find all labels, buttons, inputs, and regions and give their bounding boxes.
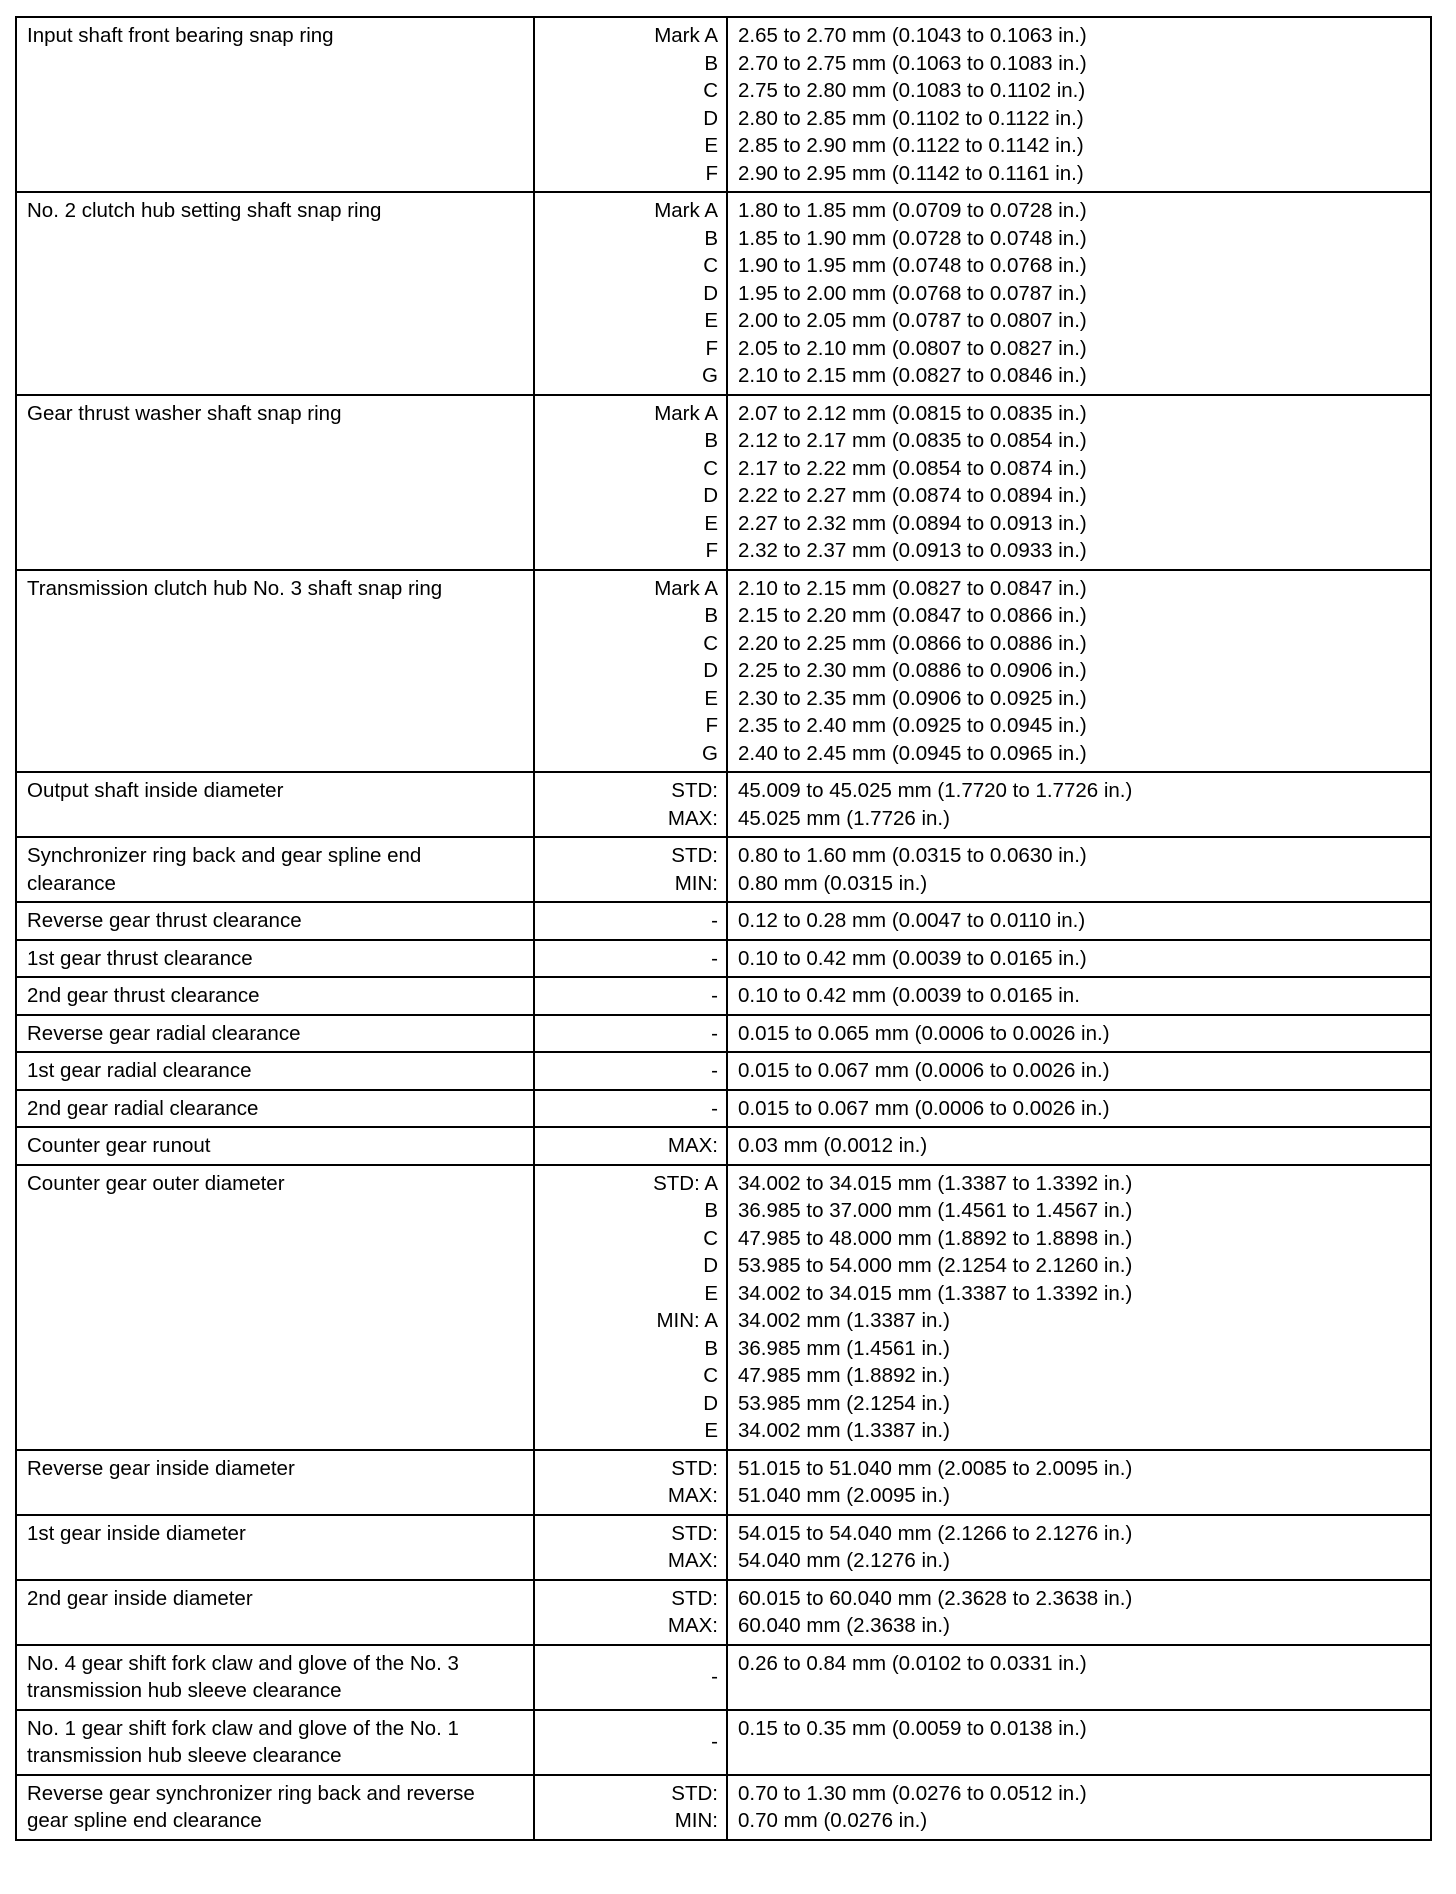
- mark-label: Mark A: [654, 199, 718, 222]
- mark-label: C: [703, 79, 718, 102]
- spec-value: 2.00 to 2.05 mm (0.0787 to 0.0807 in.): [738, 309, 1087, 332]
- item-description-cell: [16, 977, 534, 1015]
- table-row: [16, 1015, 1431, 1053]
- item-description: clearance: [27, 871, 116, 895]
- spec-value-cell: [727, 977, 1431, 1015]
- mark-label: C: [703, 1226, 718, 1250]
- spec-value-cell: [727, 570, 1431, 773]
- spec-value: 2.25 to 2.30 mm (0.0886 to 0.0906 in.): [738, 659, 1087, 682]
- mark-label: F: [705, 714, 718, 737]
- spec-value: 1.95 to 2.00 mm (0.0768 to 0.0787 in.): [738, 281, 1087, 305]
- spec-value: 0.70 to 1.30 mm (0.0276 to 0.0512 in.): [738, 1781, 1087, 1805]
- spec-value-cell: [727, 1515, 1431, 1580]
- table-row: [16, 940, 1431, 978]
- spec-value-cell: [727, 902, 1431, 940]
- mark-label: D: [703, 1254, 718, 1277]
- mark-cell: [534, 977, 727, 1015]
- table-row: [16, 570, 1431, 773]
- item-description: 2nd gear thrust clearance: [27, 984, 260, 1007]
- item-description-cell: [16, 192, 534, 395]
- item-description: Gear thrust washer shaft snap ring: [27, 401, 342, 425]
- table-row: [16, 1645, 1431, 1710]
- spec-value: 2.22 to 2.27 mm (0.0874 to 0.0894 in.): [738, 484, 1087, 507]
- spec-value: 2.12 to 2.17 mm (0.0835 to 0.0854 in.): [738, 429, 1087, 452]
- mark-label: Mark A: [654, 24, 718, 47]
- item-description-cell: [16, 1052, 534, 1090]
- spec-value: 1.90 to 1.95 mm (0.0748 to 0.0768 in.): [738, 254, 1087, 277]
- item-description-cell: [16, 902, 534, 940]
- mark-label: -: [711, 1665, 718, 1689]
- spec-value: 2.40 to 2.45 mm (0.0945 to 0.0965 in.): [738, 741, 1087, 765]
- table-row: [16, 1052, 1431, 1090]
- mark-cell: [534, 1710, 727, 1775]
- mark-label: E: [704, 686, 718, 710]
- mark-label: MAX:: [667, 1614, 718, 1637]
- item-description-cell: [16, 17, 534, 192]
- mark-cell: [534, 17, 727, 192]
- item-description: No. 2 clutch hub setting shaft snap ring: [27, 199, 382, 222]
- mark-label: E: [704, 134, 718, 157]
- mark-label: STD:: [671, 1521, 718, 1545]
- mark-label: D: [703, 1391, 718, 1415]
- spec-value: 0.015 to 0.067 mm (0.0006 to 0.0026 in.): [738, 1096, 1110, 1120]
- spec-value-cell: [727, 395, 1431, 570]
- spec-value: 0.10 to 0.42 mm (0.0039 to 0.0165 in.): [738, 946, 1087, 970]
- spec-value: 47.985 mm (1.8892 in.): [738, 1364, 950, 1387]
- item-description: Transmission clutch hub No. 3 shaft snap ring: [27, 576, 443, 600]
- table-row: [16, 977, 1431, 1015]
- mark-label: B: [704, 226, 718, 250]
- mark-label: C: [703, 254, 718, 277]
- spec-value: 2.35 to 2.40 mm (0.0925 to 0.0945 in.): [738, 714, 1087, 737]
- spec-value: 47.985 to 48.000 mm (1.8892 to 1.8898 in.): [738, 1226, 1133, 1250]
- item-description-cell: [16, 1580, 534, 1645]
- spec-value-cell: [727, 17, 1431, 192]
- mark-cell: [534, 1775, 727, 1840]
- spec-value: 53.985 to 54.000 mm (2.1254 to 2.1260 in.): [738, 1254, 1133, 1277]
- spec-value: 2.10 to 2.15 mm (0.0827 to 0.0846 in.): [738, 364, 1087, 387]
- spec-value: 60.040 mm (2.3638 in.): [738, 1614, 950, 1637]
- spec-value: 0.015 to 0.067 mm (0.0006 to 0.0026 in.): [738, 1059, 1110, 1082]
- spec-value: 2.27 to 2.32 mm (0.0894 to 0.0913 in.): [738, 511, 1087, 535]
- mark-label: STD:: [671, 779, 718, 802]
- spec-value-cell: [727, 1645, 1431, 1710]
- item-description: No. 4 gear shift fork claw and glove of the No. 3: [27, 1651, 459, 1675]
- spec-value: 2.80 to 2.85 mm (0.1102 to 0.1122 in.): [738, 106, 1084, 130]
- mark-cell: [534, 1127, 727, 1165]
- mark-label: MIN: A: [656, 1309, 718, 1332]
- table-row: [16, 1580, 1431, 1645]
- spec-value-cell: [727, 1775, 1431, 1840]
- item-description-cell: [16, 1450, 534, 1515]
- mark-label: STD:: [671, 1456, 718, 1480]
- mark-label: -: [711, 984, 718, 1007]
- mark-cell: [534, 1580, 727, 1645]
- spec-value-cell: [727, 1090, 1431, 1128]
- mark-label: Mark A: [654, 401, 718, 425]
- mark-label: B: [704, 1336, 718, 1360]
- spec-value-cell: [727, 837, 1431, 902]
- mark-label: -: [711, 946, 718, 970]
- mark-label: F: [705, 336, 718, 360]
- item-description: Input shaft front bearing snap ring: [27, 24, 334, 47]
- spec-value: 2.90 to 2.95 mm (0.1142 to 0.1161 in.): [738, 161, 1084, 185]
- item-description-cell: [16, 395, 534, 570]
- spec-value: 54.040 mm (2.1276 in.): [738, 1549, 950, 1572]
- spec-value-cell: [727, 772, 1431, 837]
- item-description-cell: [16, 940, 534, 978]
- spec-value: 0.80 to 1.60 mm (0.0315 to 0.0630 in.): [738, 844, 1087, 867]
- item-description-cell: [16, 570, 534, 773]
- spec-value: 2.15 to 2.20 mm (0.0847 to 0.0866 in.): [738, 604, 1087, 627]
- mark-label: MAX:: [667, 1549, 718, 1572]
- mark-cell: [534, 1090, 727, 1128]
- mark-label: MAX:: [667, 806, 718, 830]
- mark-label: -: [711, 1059, 718, 1082]
- mark-label: G: [702, 741, 718, 765]
- item-description: gear spline end clearance: [27, 1809, 262, 1832]
- item-description-cell: [16, 1090, 534, 1128]
- mark-label: STD: A: [653, 1171, 718, 1195]
- item-description: 1st gear thrust clearance: [27, 946, 253, 970]
- table-row: [16, 1710, 1431, 1775]
- table-row: [16, 192, 1431, 395]
- spec-value: 36.985 to 37.000 mm (1.4561 to 1.4567 in.): [738, 1199, 1133, 1222]
- spec-value-cell: [727, 940, 1431, 978]
- item-description-cell: [16, 772, 534, 837]
- item-description: transmission hub sleeve clearance: [27, 1679, 342, 1702]
- spec-value: 2.30 to 2.35 mm (0.0906 to 0.0925 in.): [738, 686, 1087, 710]
- spec-value-cell: [727, 1052, 1431, 1090]
- mark-label: C: [703, 631, 718, 655]
- spec-value: 2.07 to 2.12 mm (0.0815 to 0.0835 in.): [738, 401, 1087, 425]
- mark-label: E: [704, 1281, 718, 1305]
- mark-label: D: [703, 659, 718, 682]
- item-description-cell: [16, 1710, 534, 1775]
- mark-cell: [534, 772, 727, 837]
- item-description: 2nd gear inside diameter: [27, 1586, 253, 1610]
- item-description: 2nd gear radial clearance: [27, 1096, 259, 1120]
- mark-label: F: [705, 539, 718, 562]
- mark-label: MIN:: [674, 871, 718, 895]
- spec-value: 0.80 mm (0.0315 in.): [738, 871, 928, 895]
- mark-cell: [534, 1515, 727, 1580]
- spec-value-cell: [727, 1580, 1431, 1645]
- mark-cell: [534, 902, 727, 940]
- spec-value: 34.002 mm (1.3387 in.): [738, 1309, 950, 1332]
- spec-value: 0.70 mm (0.0276 in.): [738, 1809, 928, 1832]
- table-row: [16, 837, 1431, 902]
- table-row: [16, 902, 1431, 940]
- item-description: Reverse gear radial clearance: [27, 1021, 301, 1045]
- spec-value: 0.26 to 0.84 mm (0.0102 to 0.0331 in.): [738, 1651, 1087, 1675]
- table-row: [16, 1127, 1431, 1165]
- spec-value: 0.15 to 0.35 mm (0.0059 to 0.0138 in.): [738, 1716, 1087, 1740]
- spec-value: 51.040 mm (2.0095 in.): [738, 1484, 950, 1507]
- specification-table: [15, 16, 1432, 1841]
- mark-label: C: [703, 1364, 718, 1387]
- spec-value: 2.70 to 2.75 mm (0.1063 to 0.1083 in.): [738, 51, 1087, 75]
- item-description-cell: [16, 1127, 534, 1165]
- mark-label: E: [704, 1419, 718, 1442]
- spec-value: 2.17 to 2.22 mm (0.0854 to 0.0874 in.): [738, 456, 1087, 480]
- mark-cell: [534, 570, 727, 773]
- table-row: [16, 1775, 1431, 1840]
- mark-label: C: [703, 456, 718, 480]
- spec-value-cell: [727, 1450, 1431, 1515]
- spec-value: 1.80 to 1.85 mm (0.0709 to 0.0728 in.): [738, 199, 1087, 222]
- spec-value: 2.20 to 2.25 mm (0.0866 to 0.0886 in.): [738, 631, 1087, 655]
- table-row: [16, 17, 1431, 192]
- mark-label: E: [704, 309, 718, 332]
- item-description-cell: [16, 1515, 534, 1580]
- table-row: [16, 1090, 1431, 1128]
- mark-cell: [534, 837, 727, 902]
- spec-value: 0.015 to 0.065 mm (0.0006 to 0.0026 in.): [738, 1021, 1110, 1045]
- spec-value: 53.985 mm (2.1254 in.): [738, 1391, 950, 1415]
- mark-label: F: [705, 161, 718, 185]
- mark-label: D: [703, 484, 718, 507]
- item-description: Output shaft inside diameter: [27, 779, 284, 802]
- mark-label: -: [711, 1730, 718, 1754]
- spec-value: 34.002 mm (1.3387 in.): [738, 1419, 950, 1442]
- spec-value: 0.10 to 0.42 mm (0.0039 to 0.0165 in.: [738, 984, 1080, 1007]
- mark-label: MAX:: [667, 1484, 718, 1507]
- spec-value-cell: [727, 1165, 1431, 1450]
- table-row: [16, 772, 1431, 837]
- item-description-cell: [16, 1015, 534, 1053]
- mark-cell: [534, 395, 727, 570]
- mark-label: STD:: [671, 1781, 718, 1805]
- spec-value: 2.65 to 2.70 mm (0.1043 to 0.1063 in.): [738, 24, 1087, 47]
- table-row: [16, 395, 1431, 570]
- mark-label: STD:: [671, 1586, 718, 1610]
- item-description: 1st gear inside diameter: [27, 1521, 246, 1545]
- table-row: [16, 1515, 1431, 1580]
- mark-label: -: [711, 1096, 718, 1120]
- spec-value: 2.85 to 2.90 mm (0.1122 to 0.1142 in.): [738, 134, 1084, 157]
- mark-label: B: [704, 429, 718, 452]
- mark-label: STD:: [671, 844, 718, 867]
- spec-value: 34.002 to 34.015 mm (1.3387 to 1.3392 in.): [738, 1281, 1133, 1305]
- mark-label: B: [704, 1199, 718, 1222]
- spec-value: 2.75 to 2.80 mm (0.1083 to 0.1102 in.): [738, 79, 1086, 102]
- mark-cell: [534, 1052, 727, 1090]
- mark-cell: [534, 940, 727, 978]
- mark-cell: [534, 1015, 727, 1053]
- item-description: 1st gear radial clearance: [27, 1059, 252, 1082]
- spec-value: 2.10 to 2.15 mm (0.0827 to 0.0847 in.): [738, 576, 1087, 600]
- mark-label: B: [704, 604, 718, 627]
- spec-value: 34.002 to 34.015 mm (1.3387 to 1.3392 in.): [738, 1171, 1133, 1195]
- item-description: Synchronizer ring back and gear spline end: [27, 844, 422, 867]
- spec-value: 60.015 to 60.040 mm (2.3628 to 2.3638 in.): [738, 1586, 1133, 1610]
- item-description: No. 1 gear shift fork claw and glove of the No. 1: [27, 1716, 459, 1740]
- mark-label: Mark A: [654, 576, 718, 600]
- item-description: Reverse gear thrust clearance: [27, 909, 302, 932]
- spec-value-cell: [727, 1710, 1431, 1775]
- item-description-cell: [16, 1775, 534, 1840]
- mark-cell: [534, 1645, 727, 1710]
- mark-label: MIN:: [674, 1809, 718, 1832]
- spec-value: 51.015 to 51.040 mm (2.0085 to 2.0095 in.): [738, 1456, 1133, 1480]
- mark-cell: [534, 192, 727, 395]
- item-description: Counter gear outer diameter: [27, 1171, 285, 1195]
- mark-label: MAX:: [667, 1134, 718, 1157]
- item-description-cell: [16, 1645, 534, 1710]
- mark-label: G: [702, 364, 718, 387]
- item-description: Counter gear runout: [27, 1134, 211, 1157]
- item-description: Reverse gear synchronizer ring back and reverse: [27, 1781, 475, 1805]
- mark-label: B: [704, 51, 718, 75]
- spec-value: 45.009 to 45.025 mm (1.7720 to 1.7726 in.): [738, 779, 1133, 802]
- spec-value: 0.12 to 0.28 mm (0.0047 to 0.0110 in.): [738, 909, 1086, 932]
- mark-label: D: [703, 106, 718, 130]
- specification-table-body: [16, 17, 1431, 1840]
- mark-cell: [534, 1165, 727, 1450]
- spec-value: 36.985 mm (1.4561 in.): [738, 1336, 950, 1360]
- item-description: transmission hub sleeve clearance: [27, 1744, 342, 1767]
- spec-value: 54.015 to 54.040 mm (2.1266 to 2.1276 in.): [738, 1521, 1133, 1545]
- mark-cell: [534, 1450, 727, 1515]
- mark-label: -: [711, 909, 718, 932]
- spec-value: 1.85 to 1.90 mm (0.0728 to 0.0748 in.): [738, 226, 1087, 250]
- spec-value: 2.32 to 2.37 mm (0.0913 to 0.0933 in.): [738, 539, 1087, 562]
- spec-value: 0.03 mm (0.0012 in.): [738, 1134, 928, 1157]
- spec-value: 2.05 to 2.10 mm (0.0807 to 0.0827 in.): [738, 336, 1087, 360]
- mark-label: E: [704, 511, 718, 535]
- spec-value: 45.025 mm (1.7726 in.): [738, 806, 950, 830]
- item-description: Reverse gear inside diameter: [27, 1456, 295, 1480]
- spec-value-cell: [727, 1015, 1431, 1053]
- table-row: [16, 1165, 1431, 1450]
- item-description-cell: [16, 837, 534, 902]
- mark-label: -: [711, 1021, 718, 1045]
- table-row: [16, 1450, 1431, 1515]
- spec-value-cell: [727, 192, 1431, 395]
- item-description-cell: [16, 1165, 534, 1450]
- spec-value-cell: [727, 1127, 1431, 1165]
- mark-label: D: [703, 281, 718, 305]
